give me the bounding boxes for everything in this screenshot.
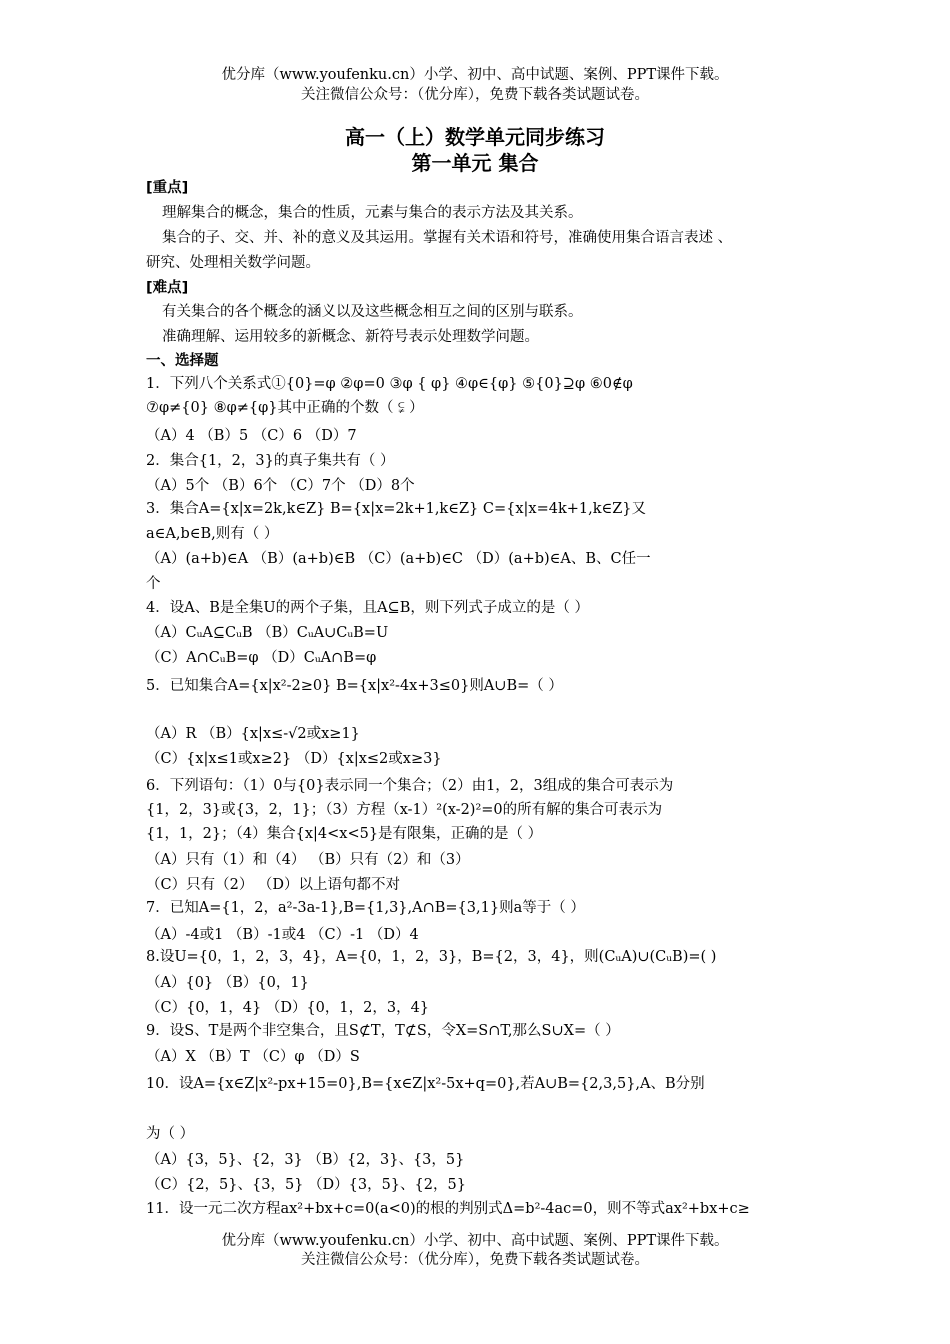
q2-options: （A）5个 （B）6个 （C）7个 （D）8个 (146, 478, 415, 494)
q11-stem: 11．设一元二次方程ax²+bx+c=0(a<0)的根的判别式Δ=b²-4ac=0，则不等式ax²+bx+c≥ (146, 1201, 750, 1217)
difficulty-paragraph-1: 有关集合的各个概念的涵义以及这些概念相互之间的区别与联系。 (162, 304, 583, 320)
q7-stem: 7．已知A={1，2，a²-3a-1},B={1,3},A∩B={3,1}则a等于（ ） (146, 900, 585, 916)
q6-stem-line-1: 6．下列语句：（1）0与{0}表示同一个集合；（2）由1，2，3组成的集合可表示为 (146, 778, 674, 794)
q6-stem-line-3: {1，1，2}；（4）集合{x|4<x<5}是有限集，正确的是（ ） (146, 826, 543, 842)
q1-stem-line-2: ⑦φ≠{0} ⑧φ≠{φ}其中正确的个数（ ⫋ ） (146, 400, 424, 416)
q6-options-1: （A）只有（1）和（4） （B）只有（2）和（3） (146, 852, 470, 868)
q2-stem: 2．集合{1，2，3}的真子集共有（ ） (146, 453, 395, 469)
footer-line-2: 关注微信公众号：（优分库），免费下载各类试题试卷。 (301, 1252, 649, 1268)
q1-options: （A）4 （B）5 （C）6 （D）7 (146, 428, 357, 444)
q8-stem: 8.设U={0，1，2，3，4}，A={0，1，2，3}，B={2，3，4}，则(CᵤA)∪(CᵤB)=( ) (146, 949, 717, 965)
q5-options-1: （A）R （B）{x|x≤-√2或x≥1} (146, 726, 360, 742)
q4-options-2: （C）A∩CᵤB=φ （D）CᵤA∩B=φ (146, 650, 377, 666)
focus-paragraph-2: 集合的子、交、并、补的意义及其运用。掌握有关术语和符号，准确使用集合语言表述 、 (162, 230, 733, 246)
q10-options-1: （A）{3，5}、{2，3} （B）{2，3}、{3，5} (146, 1152, 465, 1168)
q10-options-2: （C）{2，5}、{3，5} （D）{3，5}、{2，5} (146, 1177, 466, 1193)
page-subtitle: 第一单元 集合 (411, 151, 539, 175)
q1-stem-line-1: 1．下列八个关系式①{0}=φ ②φ=0 ③φ { φ} ④φ∈{φ} ⑤{0}⊇φ ⑥0∉φ (146, 376, 633, 392)
q4-stem: 4．设A、B是全集U的两个子集，且A⊆B，则下列式子成立的是（ ） (146, 600, 589, 616)
q7-options: （A）-4或1 （B）-1或4 （C）-1 （D）4 (146, 927, 419, 943)
focus-paragraph-1: 理解集合的概念，集合的性质，元素与集合的表示方法及其关系。 (162, 205, 583, 221)
section-heading-choice: 一、选择题 (146, 353, 219, 369)
q5-stem: 5．已知集合A={x|x²-2≥0} B={x|x²-4x+3≤0}则A∪B=（ ） (146, 678, 563, 694)
focus-heading: [重点] (146, 180, 189, 196)
footer-line-1: 优分库（www.youfenku.cn）小学、初中、高中试题、案例、PPT课件下载。 (221, 1233, 729, 1249)
header-line-1: 优分库（www.youfenku.cn）小学、初中、高中试题、案例、PPT课件下载。 (221, 67, 729, 83)
q3-options: （A）(a+b)∈A （B）(a+b)∈B （C）(a+b)∈C （D）(a+b)∈A、B、C任一 (146, 551, 651, 567)
q6-stem-line-2: {1，2，3}或{3，2，1}；（3）方程（x-1）²(x-2)²=0的所有解的集合可表示为 (146, 802, 663, 818)
page-title: 高一（上）数学单元同步练习 (345, 125, 605, 149)
focus-paragraph-2-cont: 研究、处理相关数学问题。 (146, 255, 320, 271)
q8-options-1: （A）{0} （B）{0，1} (146, 975, 309, 991)
difficulty-paragraph-2: 准确理解、运用较多的新概念、新符号表示处理数学问题。 (162, 329, 539, 345)
header-line-2: 关注微信公众号：（优分库），免费下载各类试题试卷。 (301, 87, 649, 103)
q5-options-2: （C）{x|x≤1或x≥2} （D）{x|x≤2或x≥3} (146, 751, 442, 767)
q9-stem: 9．设S、T是两个非空集合，且S⊄T，T⊄S，令X=S∩T,那么S∪X=（ ） (146, 1023, 620, 1039)
q8-options-2: （C）{0，1，4} （D）{0，1，2，3，4} (146, 1000, 430, 1016)
q3-stem-line-1: 3．集合A={x|x=2k,k∈Z} B={x|x=2k+1,k∈Z} C={x|x=4k+1,k∈Z}又 (146, 501, 647, 517)
difficulty-heading: [难点] (146, 280, 189, 296)
q10-stem-cont: 为（ ） (146, 1126, 195, 1142)
q9-options: （A）X （B）T （C）φ （D）S (146, 1049, 360, 1065)
q10-stem: 10．设A={x∈Z|x²-px+15=0},B={x∈Z|x²-5x+q=0},若A∪B={2,3,5},A、B分别 (146, 1076, 705, 1092)
q3-options-cont: 个 (146, 576, 161, 592)
q6-options-2: （C）只有（2） （D）以上语句都不对 (146, 877, 401, 893)
q4-options-1: （A）CᵤA⊆CᵤB （B）CᵤA∪CᵤB=U (146, 625, 389, 641)
q3-stem-line-2: a∈A,b∈B,则有（ ） (146, 526, 279, 542)
